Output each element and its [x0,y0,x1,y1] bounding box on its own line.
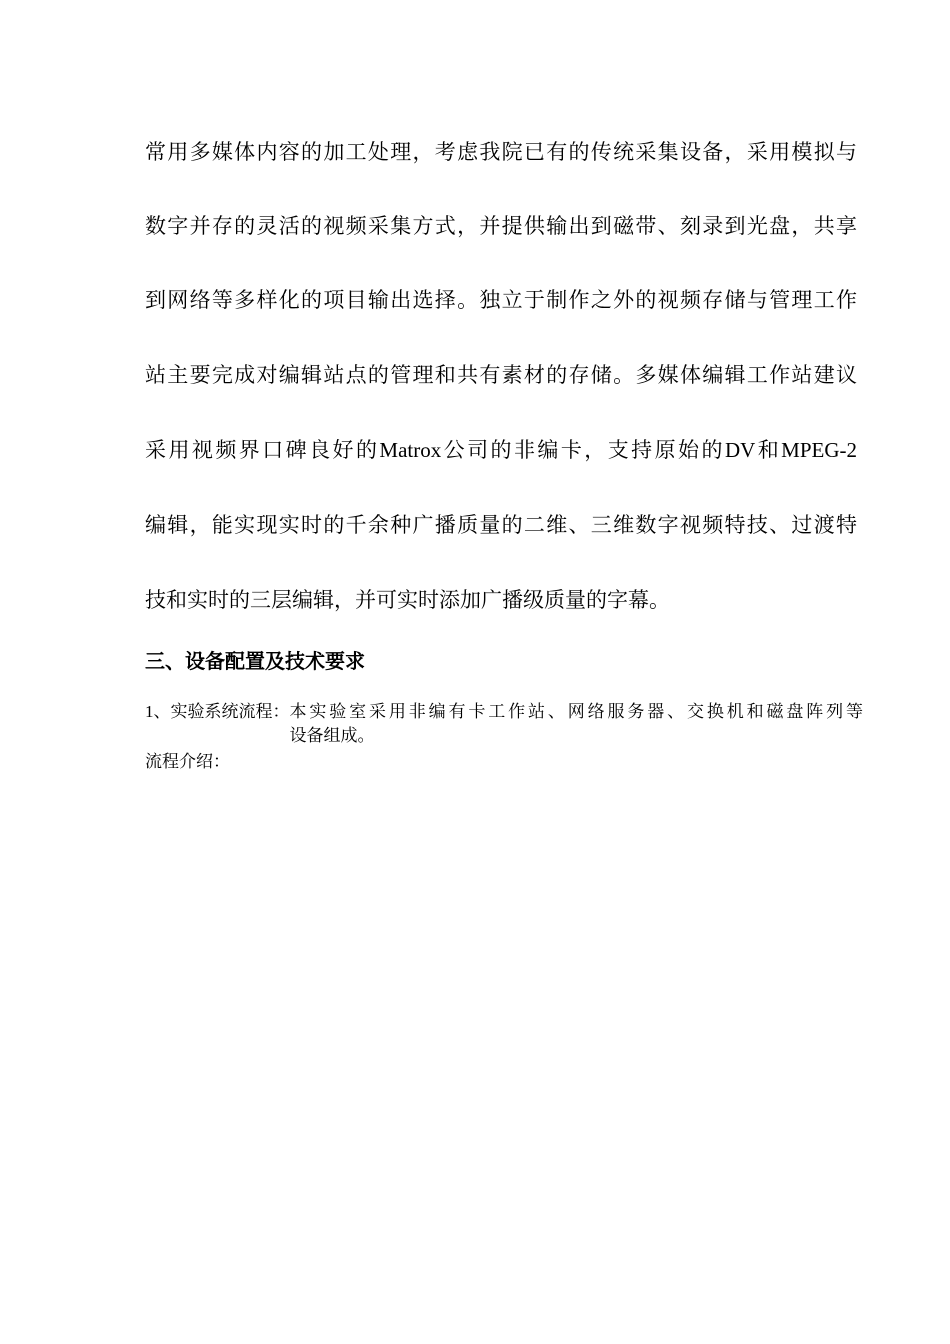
section-heading: 三、设备配置及技术要求 [145,651,365,673]
paragraph-line-2: 数字并存的灵活的视频采集方式，并提供输出到磁带、刻录到光盘，共享 [145,214,857,238]
list-item [145,700,863,748]
paragraph-line-3: 到网络等多样化的项目输出选择。独立于制作之外的视频存储与管理工作 [145,288,857,312]
paragraph-line-4: 站主要完成对编辑站点的管理和共有素材的存储。多媒体编辑工作站建议 [145,363,857,387]
list-item-body-line-1: 本实验室采用非编有卡工作站、网络服务器、交换机和磁盘阵列等 [289,702,863,721]
paragraph-line-1: 常用多媒体内容的加工处理，考虑我院已有的传统采集设备，采用模拟与 [145,140,857,164]
intro-label: 流程介绍： [145,752,230,771]
list-item-body [290,700,864,748]
list-item-body-line-2: 设备组成。 [289,726,375,745]
paragraph-line-7: 技和实时的三层编辑，并可实时添加广播级质量的字幕。 [145,588,670,612]
paragraph-line-5: 采用视频界口碑良好的Matrox公司的非编卡，支持原始的DV和MPEG-2 [145,438,857,462]
paragraph-line-6: 编辑，能实现实时的千余种广播质量的二维、三维数字视频特技、过渡特 [145,513,857,537]
list-item-label: 1、实验系统流程： [145,702,290,721]
